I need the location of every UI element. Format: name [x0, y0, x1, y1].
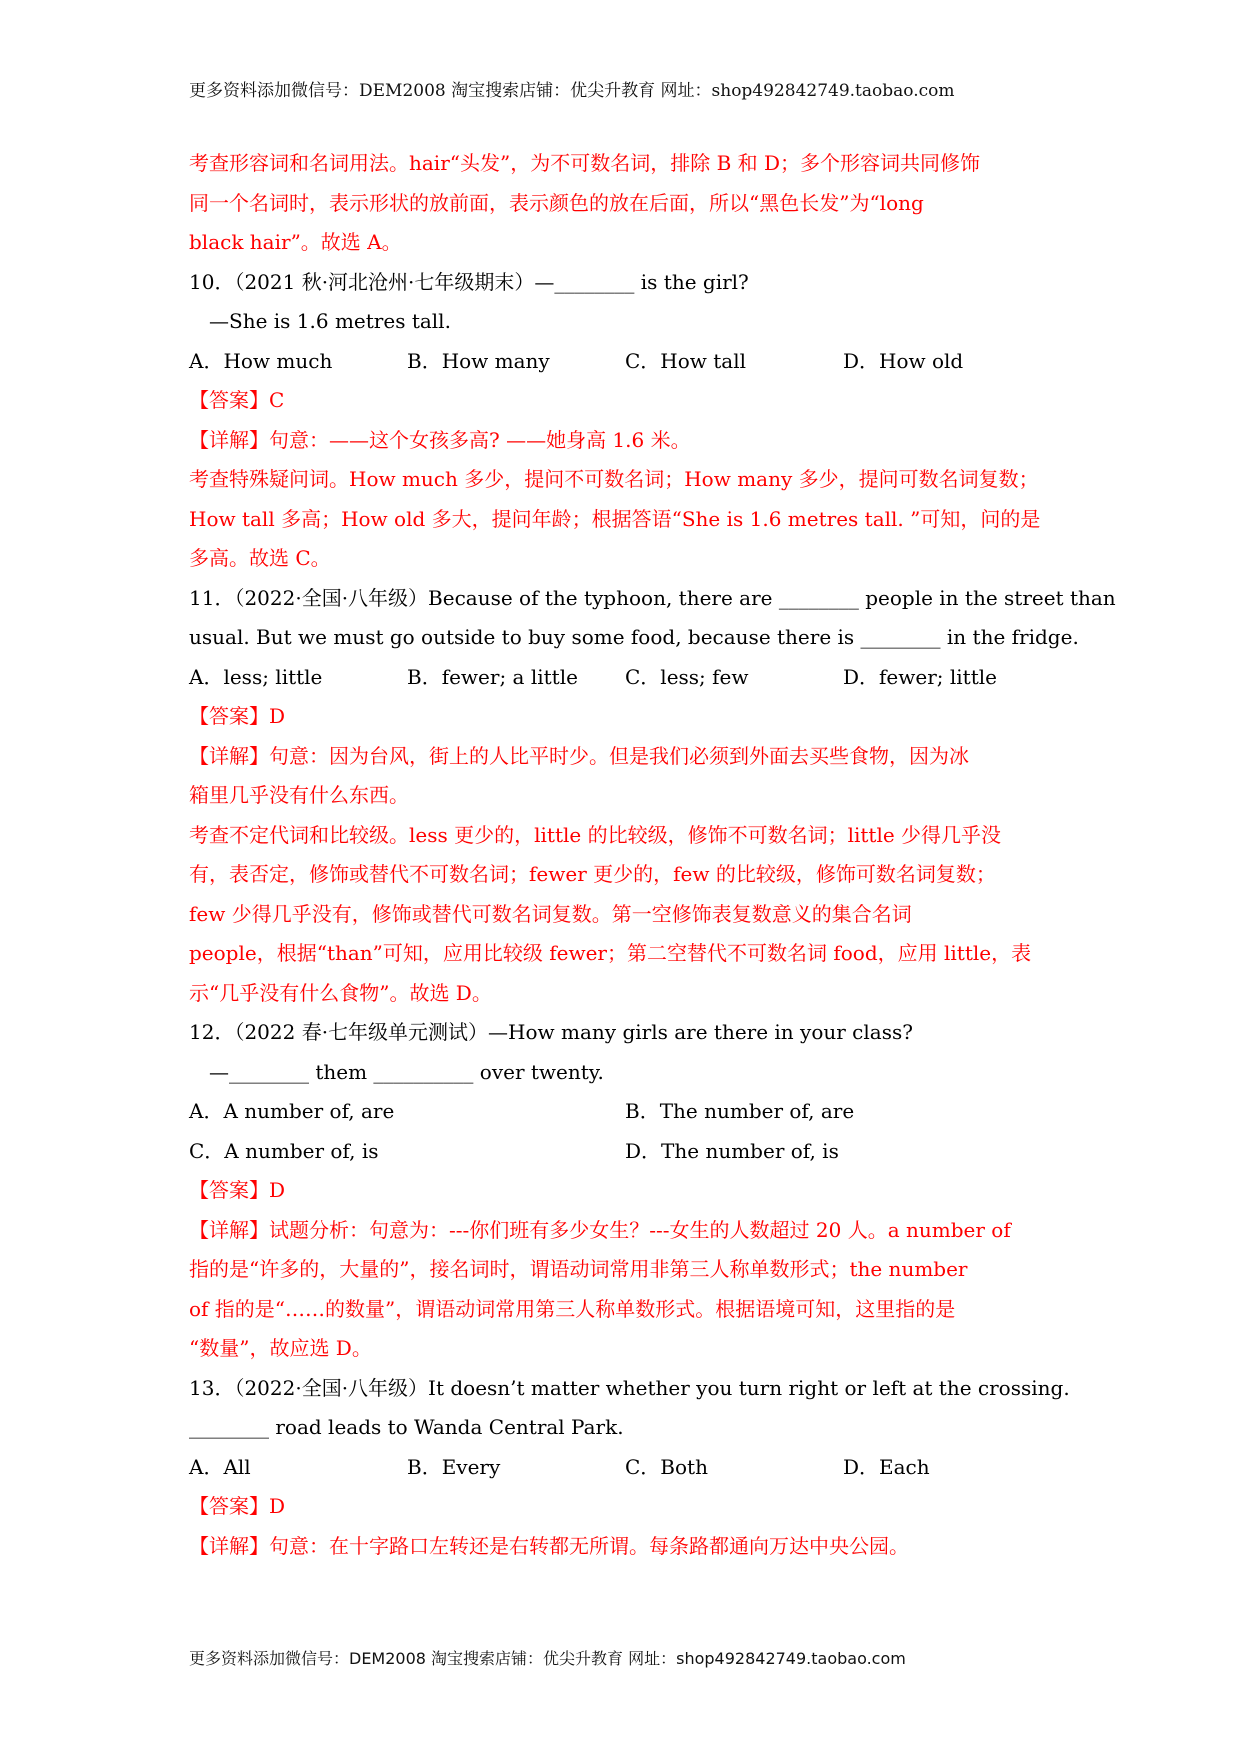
question-13-stem-2: ________ road leads to Wanda Central Park. — [189, 1415, 624, 1439]
question-12-explain: “数量”，故应选 D。 — [189, 1336, 372, 1360]
option-c: C．less; few — [625, 664, 749, 689]
option-c: C．A number of, is — [189, 1138, 379, 1163]
question-12-answer: 【答案】D — [189, 1178, 286, 1202]
question-10-explain: 考查特殊疑问词。How much 多少，提问不可数名词；How many 多少，提问可数名词复数； — [189, 467, 1039, 491]
question-10-options — [189, 342, 1069, 382]
option-d: D．Each — [843, 1454, 930, 1479]
option-b: B．How many — [407, 348, 550, 373]
intro-line: black hair”。故选 A。 — [189, 230, 402, 254]
question-13-answer: 【答案】D — [189, 1494, 286, 1518]
question-10-answer: 【答案】C — [189, 388, 285, 412]
question-12-stem-2: —________ them __________ over twenty. — [209, 1059, 604, 1084]
question-11-options — [189, 658, 1069, 698]
option-b: B．fewer; a little — [407, 664, 578, 689]
option-b: B．The number of, are — [625, 1099, 855, 1123]
question-10-stem: 10．（2021 秋·河北沧州·七年级期末）—________ is the girl? — [189, 269, 749, 294]
option-a: A．less; little — [189, 664, 323, 689]
question-10-explain: How tall 多高；How old 多大，提问年龄；根据答语“She is 1.6 metres tall. ”可知，问的是 — [189, 506, 1041, 531]
option-a: A．All — [189, 1454, 251, 1479]
question-13-explain: 【详解】句意：在十字路口左转还是右转都无所谓。每条路都通向万达中央公园。 — [189, 1533, 909, 1558]
question-11-explain: 考查不定代词和比较级。less 更少的，little 的比较级，修饰不可数名词；little 少得几乎没 — [189, 822, 1002, 847]
intro-line: 考查形容词和名词用法。hair“头发”，为不可数名词，排除 B 和 D；多个形容词共同修饰 — [189, 151, 981, 175]
question-11-explain: 【详解】句意：因为台风，街上的人比平时少。但是我们必须到外面去买些食物，因为冰 — [189, 743, 969, 768]
option-a: A．A number of, are — [189, 1099, 395, 1123]
question-12-explain: of 指的是“……的数量”，谓语动词常用第三人称单数形式。根据语境可知，这里指的是 — [189, 1296, 956, 1321]
option-d: D．fewer; little — [843, 664, 997, 689]
page-header: 更多资料添加微信号：DEM2008 淘宝搜索店铺：优尖升教育 网址：shop492842749.taobao.com — [189, 81, 955, 101]
question-12-explain: 【详解】试题分析：句意为：---你们班有多少女生？---女生的人数超过 20 人。a number of — [189, 1217, 1011, 1242]
question-11-stem: 11．（2022·全国·八年级）Because of the typhoon, there are ________ people in the street than — [189, 585, 1116, 610]
intro-line: 同一个名词时，表示形状的放前面，表示颜色的放在后面，所以“黑色长发”为“long — [189, 190, 924, 215]
option-d: D．How old — [843, 348, 964, 373]
question-12-stem: 12．（2022 春·七年级单元测试）—How many girls are there in your class? — [189, 1020, 913, 1044]
question-12-explain: 指的是“许多的，大量的”，接名词时，谓语动词常用非第三人称单数形式；the number — [189, 1257, 968, 1281]
option-a: A．How much — [189, 348, 333, 373]
question-10-explain: 多高。故选 C。 — [189, 546, 331, 570]
question-11-stem-2: usual. But we must go outside to buy some food, because there is ________ in the fridge. — [189, 625, 1079, 649]
document-body — [189, 144, 1116, 1566]
option-d: D．The number of, is — [625, 1138, 839, 1163]
question-11-explain: 箱里几乎没有什么东西。 — [189, 783, 409, 807]
option-c: C．How tall — [625, 348, 747, 373]
question-10-stem-2: —She is 1.6 metres tall. — [209, 309, 451, 333]
question-11-explain: people，根据“than”可知，应用比较级 fewer；第二空替代不可数名词 food，应用 little，表 — [189, 941, 1032, 965]
question-11-explain: 示“几乎没有什么食物”。故选 D。 — [189, 980, 492, 1005]
option-c: C．Both — [625, 1454, 708, 1479]
question-11-explain: few 少得几乎没有，修饰或替代可数名词复数。第一空修饰表复数意义的集合名词 — [189, 901, 912, 926]
question-13-options — [189, 1448, 1069, 1488]
question-11-answer: 【答案】D — [189, 704, 286, 728]
question-12-options-row-1 — [189, 1092, 1069, 1132]
question-10-explain: 【详解】句意：——这个女孩多高? ——她身高 1.6 米。 — [189, 427, 691, 452]
page-footer: 更多资料添加微信号：DEM2008 淘宝搜索店铺：优尖升教育 网址：shop492842749.taobao.com — [189, 1649, 906, 1668]
question-13-stem: 13．（2022·全国·八年级）It doesn’t matter whether you turn right or left at the crossing. — [189, 1375, 1070, 1400]
question-11-explain: 有，表否定，修饰或替代不可数名词；fewer 更少的，few 的比较级，修饰可数名词复数； — [189, 862, 996, 886]
option-b: B．Every — [407, 1454, 501, 1479]
question-12-options-row-2 — [189, 1132, 1069, 1172]
